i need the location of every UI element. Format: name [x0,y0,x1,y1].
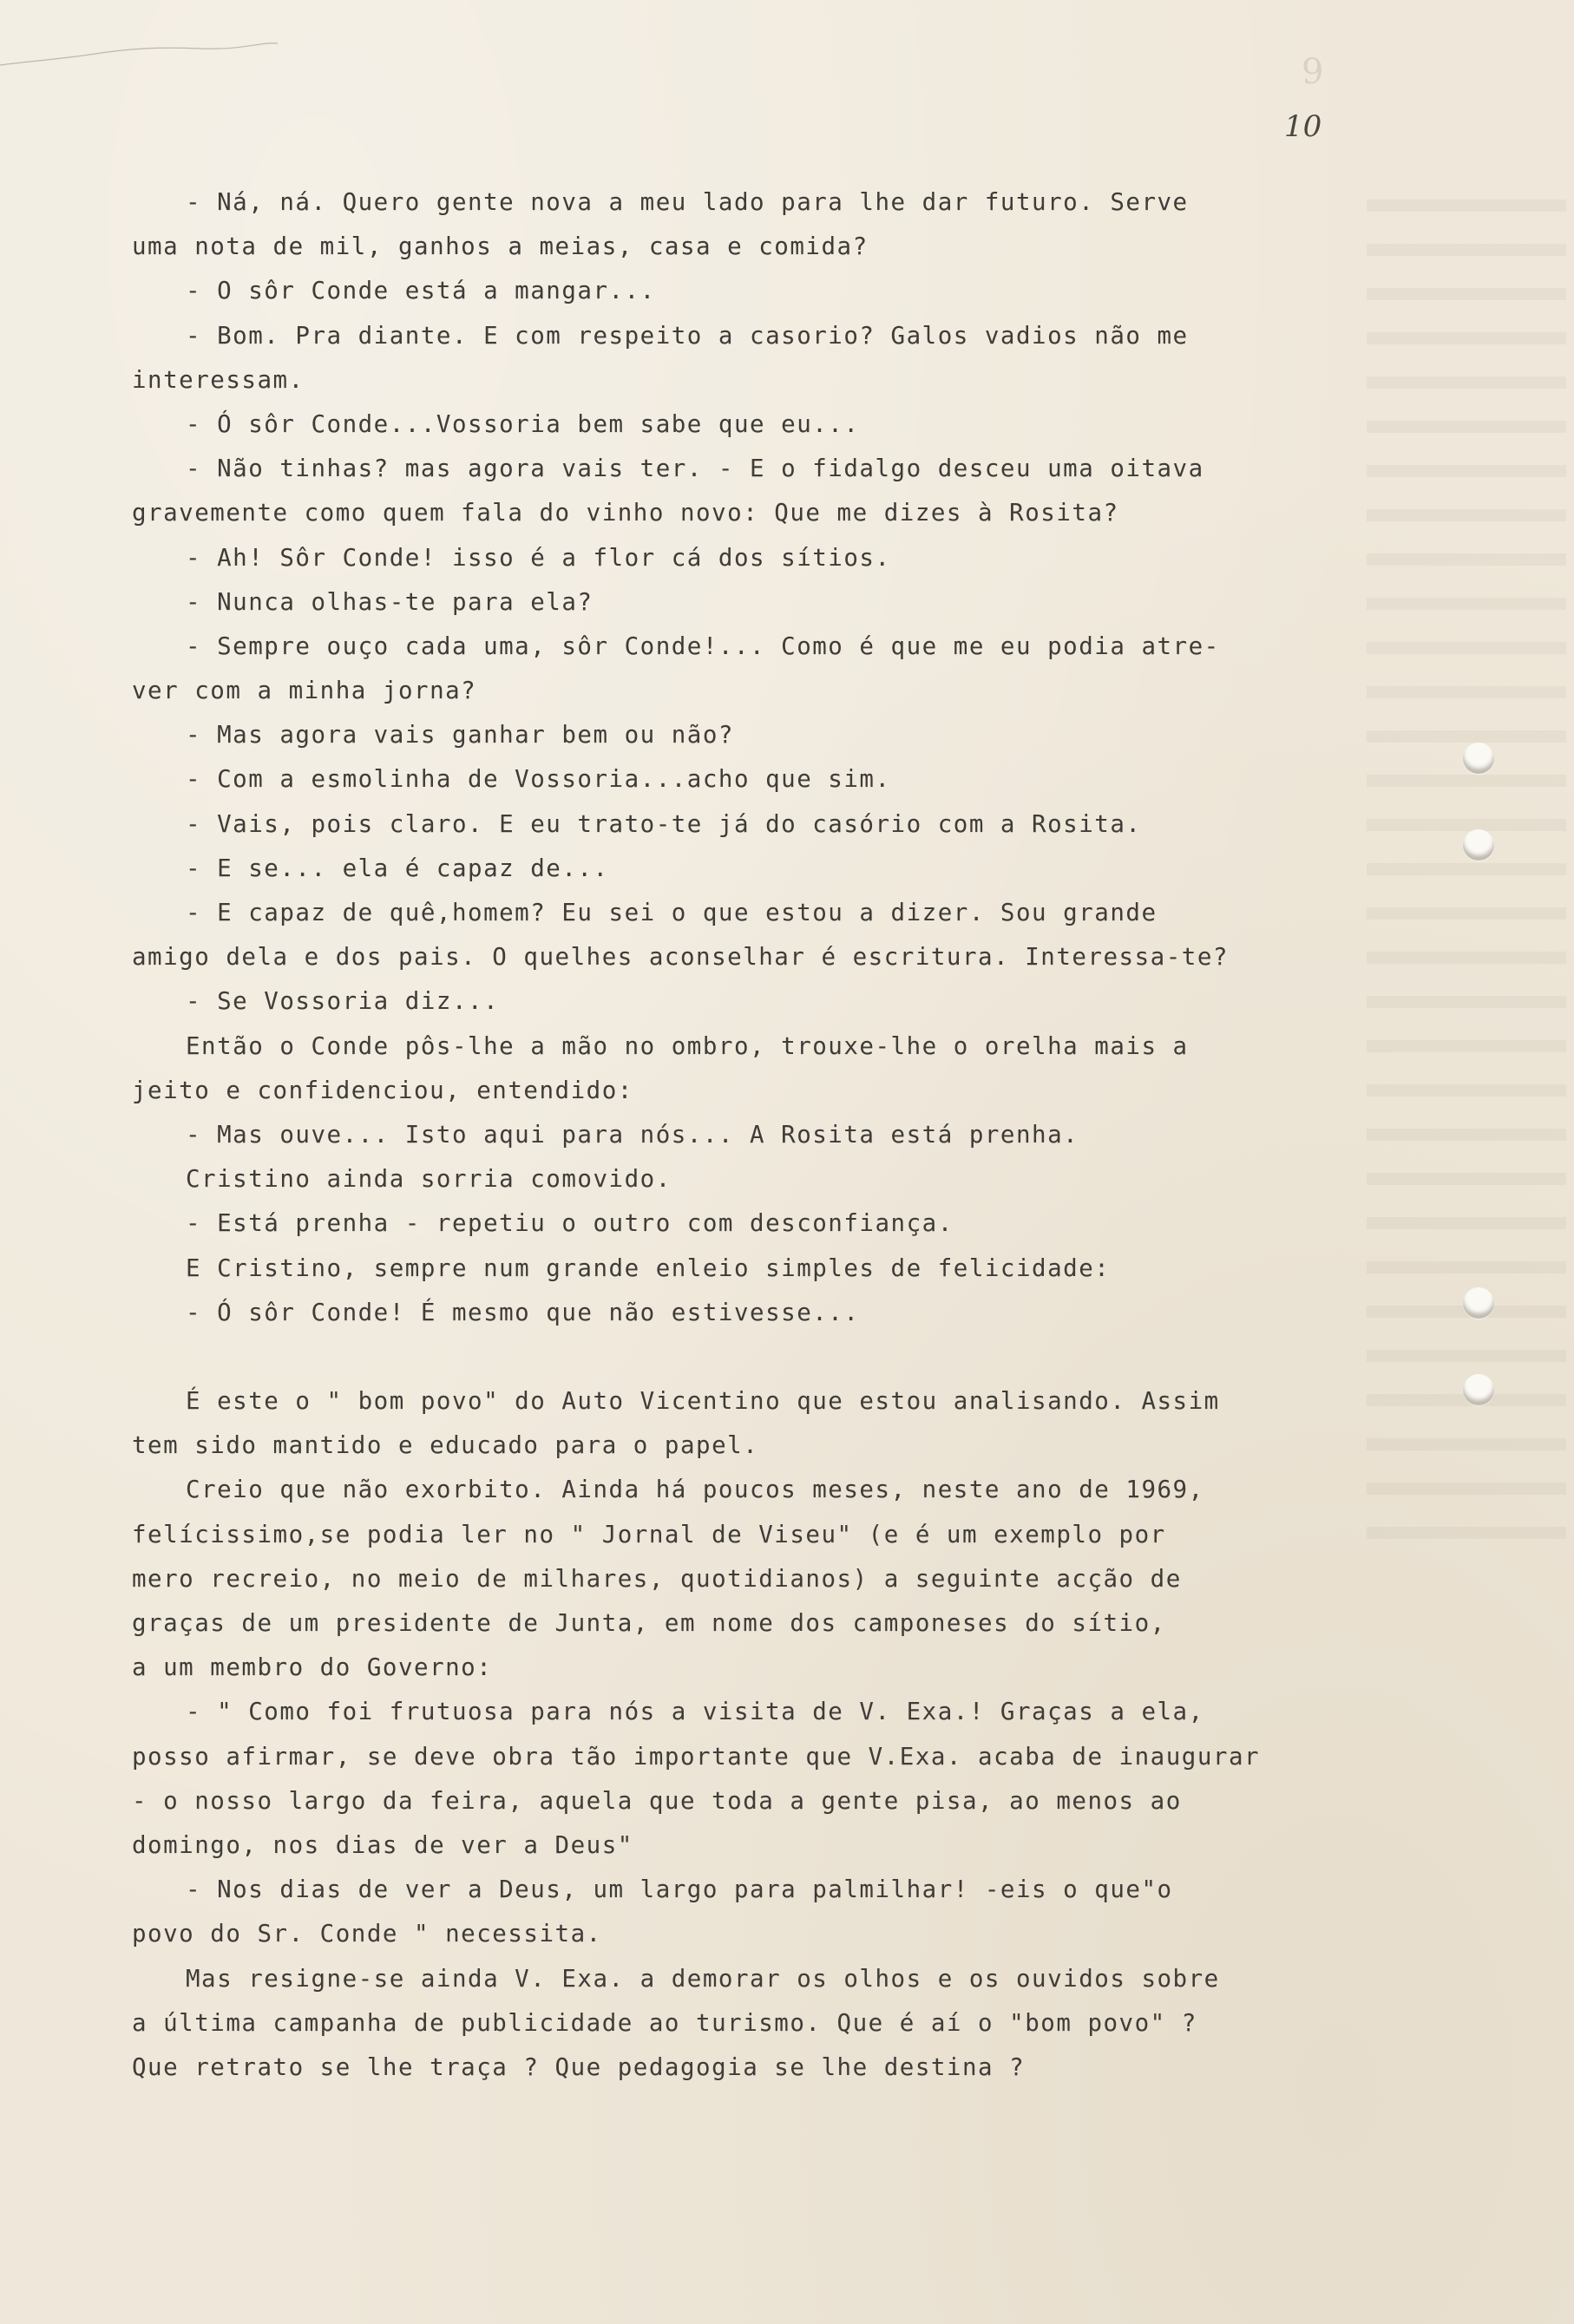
text-line: Creio que não exorbito. Ainda há poucos meses, neste ano de 1969, [186,1476,1204,1504]
text-line: uma nota de mil, ganhos a meias, casa e comida? [132,232,869,261]
text-line: - Ó sôr Conde...Vossoria bem sabe que eu... [186,409,860,438]
text-line: - Está prenha - repetiu o outro com desconfiança. [186,1209,954,1238]
punch-hole-1 [1463,743,1494,774]
punch-hole-2 [1463,829,1494,861]
text-line: posso afirmar, se deve obra tão importante que V.Exa. acaba de inaugurar [132,1742,1261,1771]
punch-hole-3 [1463,1287,1494,1319]
text-line: - Nos dias de ver a Deus, um largo para palmilhar! -eis o que"o [186,1876,1173,1904]
text-line: - E capaz de quê,homem? Eu sei o que estou a dizer. Sou grande [186,899,1158,926]
text-line: amigo dela e dos pais. O quelhes aconselhar é escritura. Interessa-te? [132,943,1229,972]
text-line: interessam. [132,365,305,394]
text-line: Mas resigne-se ainda V. Exa. a demorar os olhos e os ouvidos sobre [186,1964,1220,1993]
text-line: - Ah! Sôr Conde! isso é a flor cá dos sítios. [186,543,891,572]
text-line: graças de um presidente de Junta, em nome dos camponeses do sítio, [132,1609,1166,1637]
text-line: - Ó sôr Conde! É mesmo que não estivesse... [186,1298,860,1326]
text-line: - Bom. Pra diante. E com respeito a casorio? Galos vadios não me [186,321,1189,350]
text-line: felícissimo,se podia ler no " Jornal de Viseu" (e é um exemplo por [132,1520,1166,1548]
text-line: - Sempre ouço cada uma, sôr Conde!... Como é que me eu podia atre- [186,632,1220,660]
text-line: a um membro do Governo: [132,1653,493,1682]
edge-scribble-mark [0,35,278,69]
text-line: ver com a minha jorna? [132,677,477,705]
typewritten-text-body [132,180,1399,2090]
text-line: - Não tinhas? mas agora vais ter. - E o fidalgo desceu uma oitava [186,455,1204,483]
text-line: - Mas agora vais ganhar bem ou não? [186,721,734,750]
text-line: mero recreio, no meio de milhares, quotidianos) a seguinte acção de [132,1564,1182,1593]
text-line: povo do Sr. Conde " necessita. [132,1920,602,1948]
text-line: É este o " bom povo" do Auto Vicentino que estou analisando. Assim [186,1387,1220,1416]
text-line: Então o Conde pôs-lhe a mão no ombro, trouxe-lhe o orelha mais a [186,1031,1189,1060]
text-line: - " Como foi frutuosa para nós a visita de V. Exa.! Graças a ela, [186,1698,1204,1726]
text-line: - E se... ela é capaz de... [186,854,609,882]
text-line: - Mas ouve... Isto aqui para nós... A Rosita está prenha. [186,1120,1079,1149]
text-line: gravemente como quem fala do vinho novo: Que me dizes à Rosita? [132,499,1119,527]
text-line: Cristino ainda sorria comovido. [186,1165,672,1194]
text-line: E Cristino, sempre num grande enleio simples de felicidade: [186,1254,1111,1282]
text-line: Que retrato se lhe traça ? Que pedagogia se lhe destina ? [132,2052,1026,2081]
text-line: - Ná, ná. Quero gente nova a meu lado para lhe dar futuro. Serve [186,188,1189,216]
text-line: - O sôr Conde está a mangar... [186,277,656,305]
punch-hole-4 [1463,1374,1494,1405]
text-line: - Nunca olhas-te para ela? [186,587,594,616]
text-line: - Se Vossoria diz... [186,987,500,1016]
text-line: a última campanha de publicidade ao turismo. Que é aí o "bom povo" ? [132,2008,1197,2037]
text-line: domingo, nos dias de ver a Deus" [132,1830,633,1859]
faint-page-number-bleed: 9 [1302,52,1324,92]
text-line: tem sido mantido e educado para o papel. [132,1431,759,1460]
text-line: - Com a esmolinha de Vossoria...acho que sim. [186,765,891,794]
text-line: jeito e confidenciou, entendido: [132,1076,633,1104]
text-line: - o nosso largo da feira, aquela que toda a gente pisa, ao menos ao [132,1786,1182,1815]
text-line: - Vais, pois claro. E eu trato-te já do casório com a Rosita. [186,809,1142,838]
paragraph-gap [132,1335,1399,1379]
page-number: 10 [1284,109,1322,144]
